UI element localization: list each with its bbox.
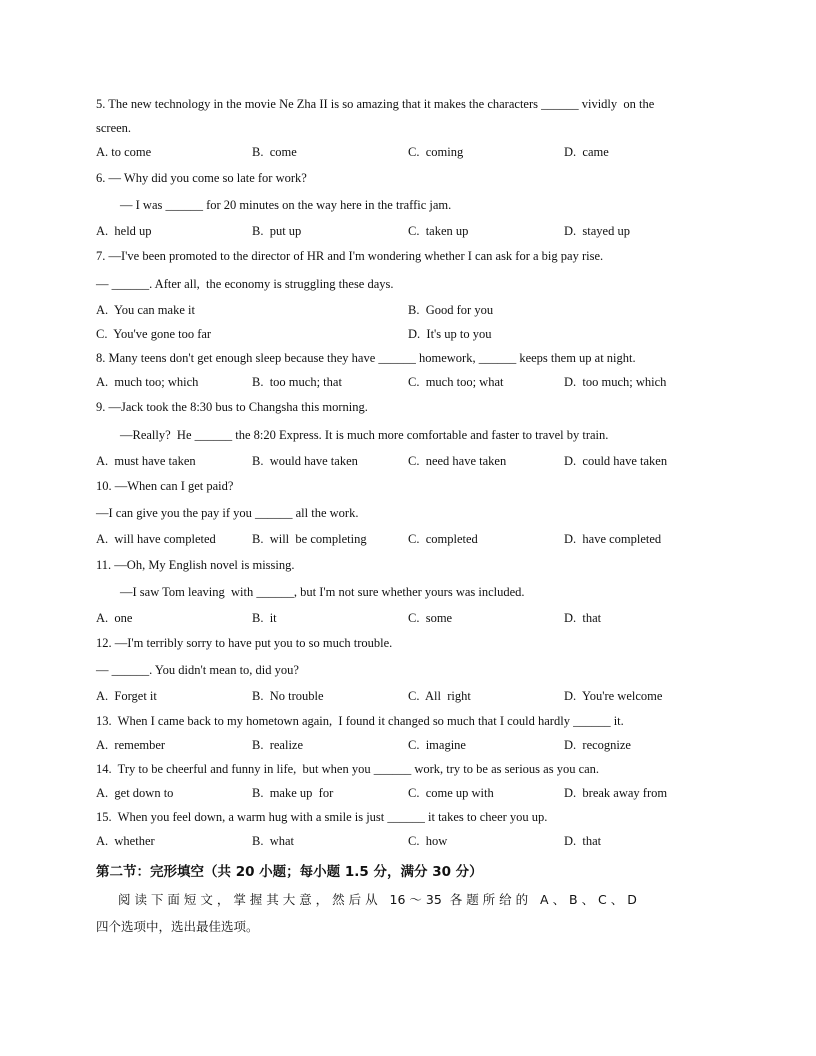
question-12-stem: 12. —I'm terribly sorry to have put you to so much trouble. bbox=[96, 636, 393, 650]
question-10-reply: —I can give you the pay if you ______ all the work. bbox=[96, 506, 359, 520]
section-instruction-line-2: 四个选项中，选出最佳选项。 bbox=[96, 919, 259, 934]
q13-option-d: D. recognize bbox=[564, 738, 631, 752]
q12-option-a: A. Forget it bbox=[96, 689, 157, 703]
q7-option-a: A. You can make it bbox=[96, 303, 195, 317]
q14-option-b: B. make up for bbox=[252, 786, 334, 800]
q7-option-c: C. You've gone too far bbox=[96, 327, 212, 341]
q6-option-a: A. held up bbox=[96, 224, 152, 238]
question-11-stem: 11. —Oh, My English novel is missing. bbox=[96, 558, 295, 572]
q8-option-d: D. too much; which bbox=[564, 375, 667, 389]
question-5-stem: 5. The new technology in the movie Ne Zha II is so amazing that it makes the characters ______ vividly on the bbox=[96, 97, 655, 111]
q9-option-b: B. would have taken bbox=[252, 454, 358, 468]
q15-option-d: D. that bbox=[564, 834, 602, 848]
q10-option-d: D. have completed bbox=[564, 532, 662, 546]
q5-option-b: B. come bbox=[252, 145, 297, 159]
q14-option-d: D. break away from bbox=[564, 786, 668, 800]
q11-option-c: C. some bbox=[408, 611, 453, 625]
q5-option-a: A. to come bbox=[96, 145, 152, 159]
question-9-stem: 9. —Jack took the 8:30 bus to Changsha this morning. bbox=[96, 400, 368, 414]
q14-option-a: A. get down to bbox=[96, 786, 174, 800]
q10-option-a: A. will have completed bbox=[96, 532, 216, 546]
q8-option-a: A. much too; which bbox=[96, 375, 199, 389]
question-6-stem: 6. — Why did you come so late for work? bbox=[96, 171, 307, 185]
q12-option-c: C. All right bbox=[408, 689, 471, 703]
q7-option-b: B. Good for you bbox=[408, 303, 494, 317]
q12-option-d: D. You're welcome bbox=[564, 689, 663, 703]
q6-option-d: D. stayed up bbox=[564, 224, 630, 238]
q13-option-a: A. remember bbox=[96, 738, 166, 752]
question-7-stem: 7. —I've been promoted to the director of HR and I'm wondering whether I can ask for a big pay rise. bbox=[96, 249, 604, 263]
question-6-reply: — I was ______ for 20 minutes on the way here in the traffic jam. bbox=[120, 198, 452, 212]
q15-option-a: A. whether bbox=[96, 834, 155, 848]
q15-option-b: B. what bbox=[252, 834, 295, 848]
q9-option-c: C. need have taken bbox=[408, 454, 507, 468]
question-7-reply: — ______. After all, the economy is struggling these days. bbox=[96, 277, 394, 291]
section-heading: 第二节：完形填空（共 20 小题；每小题 1.5 分，满分 30 分） bbox=[96, 864, 483, 880]
q10-option-b: B. will be completing bbox=[252, 532, 367, 546]
question-12-reply: — ______. You didn't mean to, did you? bbox=[96, 663, 299, 677]
q9-option-a: A. must have taken bbox=[96, 454, 196, 468]
question-10-stem: 10. —When can I get paid? bbox=[96, 479, 234, 493]
q6-option-b: B. put up bbox=[252, 224, 302, 238]
q13-option-c: C. imagine bbox=[408, 738, 466, 752]
q15-option-c: C. how bbox=[408, 834, 448, 848]
question-9-reply: —Really? He ______ the 8:20 Express. It is much more comfortable and faster to travel by train. bbox=[120, 428, 609, 442]
q12-option-b: B. No trouble bbox=[252, 689, 324, 703]
q7-option-d: D. It's up to you bbox=[408, 327, 492, 341]
question-13-stem: 13. When I came back to my hometown again, I found it changed so much that I could hardly ______ it. bbox=[96, 714, 624, 728]
q9-option-d: D. could have taken bbox=[564, 454, 668, 468]
q11-option-a: A. one bbox=[96, 611, 133, 625]
q10-option-c: C. completed bbox=[408, 532, 478, 546]
section-instruction-line-1: 阅 读 下 面 短 文 ， 掌 握 其 大 意 ， 然 后 从 16 ～ 35 各 题 所 给 的 A 、 B 、 C 、 D bbox=[118, 892, 637, 907]
question-11-reply: —I saw Tom leaving with ______, but I'm not sure whether yours was included. bbox=[120, 585, 525, 599]
question-5-stem-cont: screen. bbox=[96, 121, 132, 135]
q6-option-c: C. taken up bbox=[408, 224, 469, 238]
q5-option-d: D. came bbox=[564, 145, 609, 159]
question-14-stem: 14. Try to be cheerful and funny in life, but when you ______ work, try to be as serious as you can. bbox=[96, 762, 600, 776]
q11-option-d: D. that bbox=[564, 611, 602, 625]
q5-option-c: C. coming bbox=[408, 145, 464, 159]
q13-option-b: B. realize bbox=[252, 738, 304, 752]
q8-option-c: C. much too; what bbox=[408, 375, 504, 389]
q8-option-b: B. too much; that bbox=[252, 375, 342, 389]
q11-option-b: B. it bbox=[252, 611, 277, 625]
q14-option-c: C. come up with bbox=[408, 786, 494, 800]
question-15-stem: 15. When you feel down, a warm hug with a smile is just ______ it takes to cheer you up. bbox=[96, 810, 548, 824]
question-8-stem: 8. Many teens don't get enough sleep because they have ______ homework, ______ keeps them up at night. bbox=[96, 351, 636, 365]
